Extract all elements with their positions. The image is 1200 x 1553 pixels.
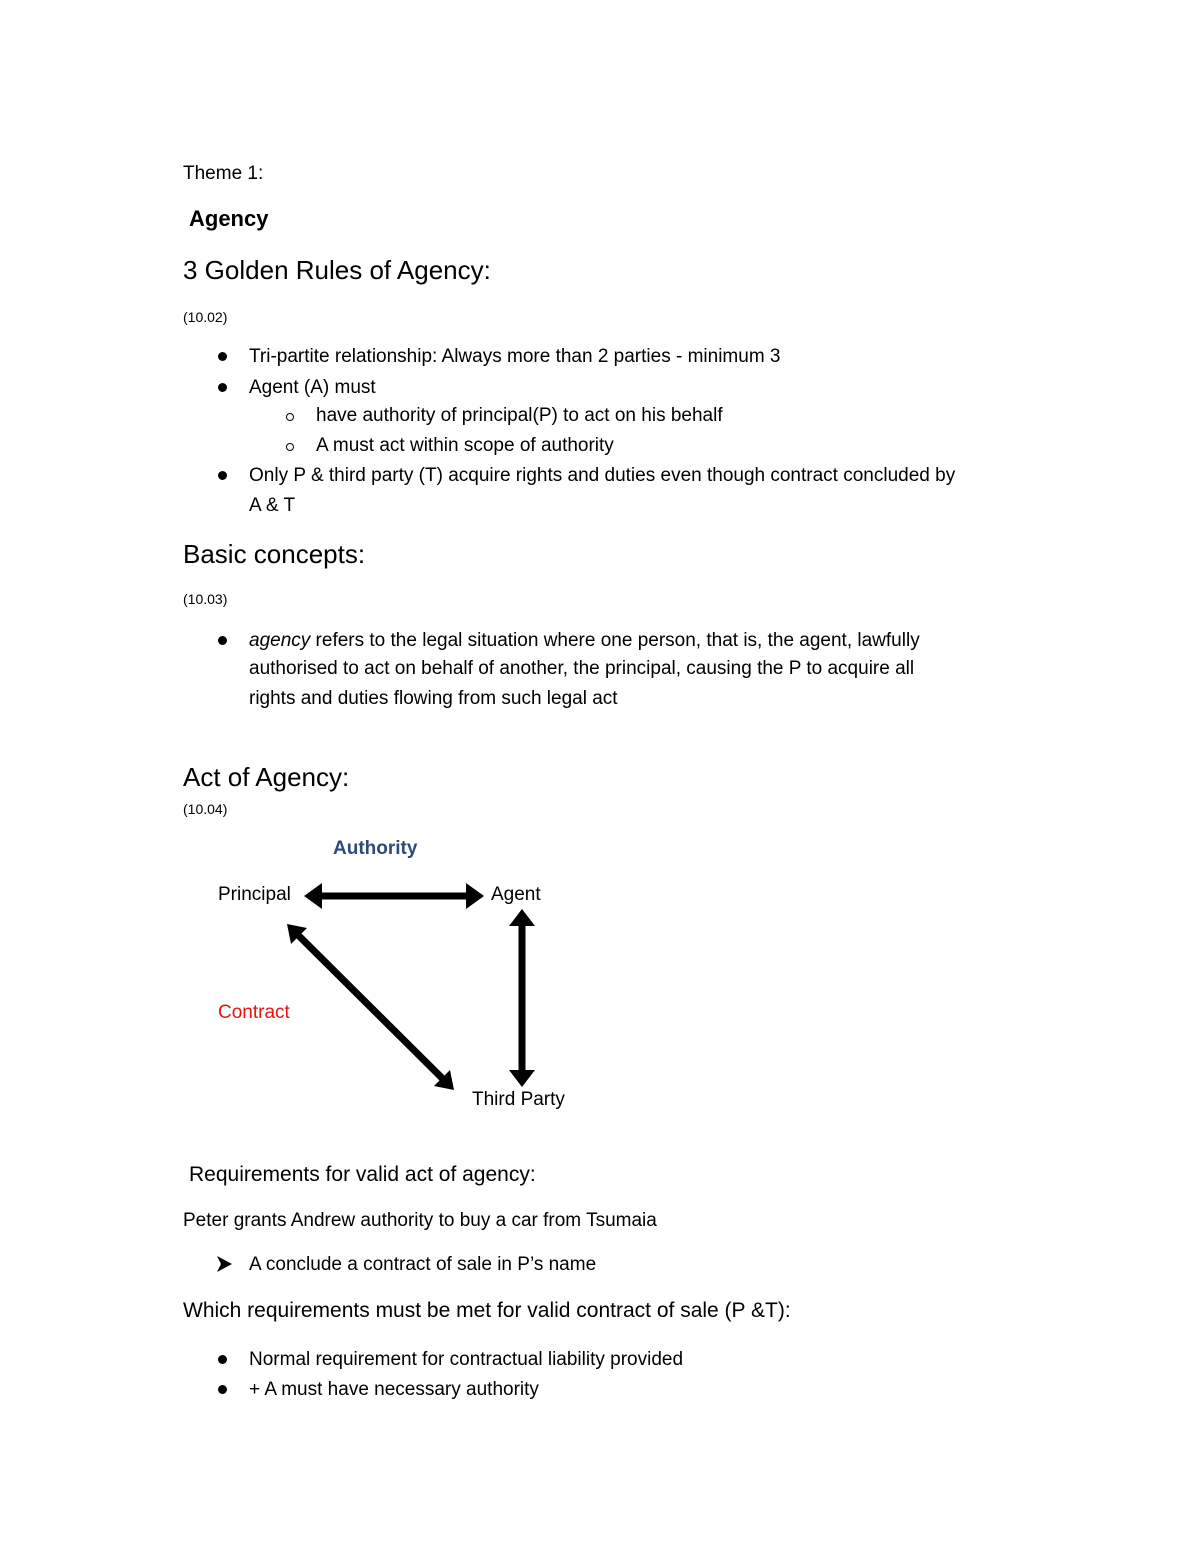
- agency-title: Agency: [189, 206, 269, 231]
- which-requirement-1: Normal requirement for contractual liability provided: [249, 1349, 684, 1370]
- third-party-label: Third Party: [472, 1089, 565, 1110]
- bullet-icon: [218, 1355, 227, 1364]
- act-of-agency-ref: (10.04): [183, 801, 228, 817]
- golden-subrule-1: have authority of principal(P) to act on his behalf: [316, 405, 723, 426]
- golden-rule-2: Agent (A) must: [249, 377, 376, 398]
- act-of-agency-heading: Act of Agency:: [183, 762, 350, 792]
- basic-concept-text: refers to the legal situation where one person, that is, the agent, lawfully: [310, 630, 920, 651]
- theme-label: Theme 1:: [183, 163, 264, 184]
- golden-rule-3: Only P & third party (T) acquire rights and duties even though contract concluded by: [249, 465, 956, 486]
- golden-rule-1: Tri-partite relationship: Always more than 2 parties - minimum 3: [249, 346, 781, 367]
- golden-rule-3-continued: A & T: [249, 495, 296, 516]
- golden-rules-heading: 3 Golden Rules of Agency:: [183, 255, 491, 285]
- principal-thirdparty-arrow: [287, 924, 454, 1090]
- requirements-example: Peter grants Andrew authority to buy a car from Tsumaia: [183, 1210, 657, 1231]
- authority-label: Authority: [333, 838, 418, 859]
- basic-concept-line-2: authorised to act on behalf of another, the principal, causing the P to acquire all: [249, 658, 915, 679]
- basic-concept-line-3: rights and duties flowing from such legal act: [249, 688, 618, 709]
- bullet-icon: [218, 1385, 227, 1394]
- which-requirement-2: + A must have necessary authority: [249, 1379, 539, 1400]
- requirements-heading: Requirements for valid act of agency:: [189, 1163, 536, 1186]
- contract-label: Contract: [218, 1002, 290, 1023]
- agent-thirdparty-arrow: [509, 909, 535, 1087]
- agent-label: Agent: [491, 884, 541, 905]
- which-requirements-heading: Which requirements must be met for valid contract of sale (P &T):: [183, 1299, 791, 1322]
- agency-term: agency: [249, 630, 311, 651]
- principal-agent-arrow: [304, 883, 484, 909]
- basic-concepts-ref: (10.03): [183, 591, 228, 607]
- requirements-arrow-item: A conclude a contract of sale in P’s name: [249, 1254, 597, 1275]
- principal-label: Principal: [218, 884, 291, 905]
- golden-subrule-2: A must act within scope of authority: [316, 435, 614, 456]
- golden-rules-ref: (10.02): [183, 309, 228, 325]
- basic-concepts-heading: Basic concepts:: [183, 539, 366, 569]
